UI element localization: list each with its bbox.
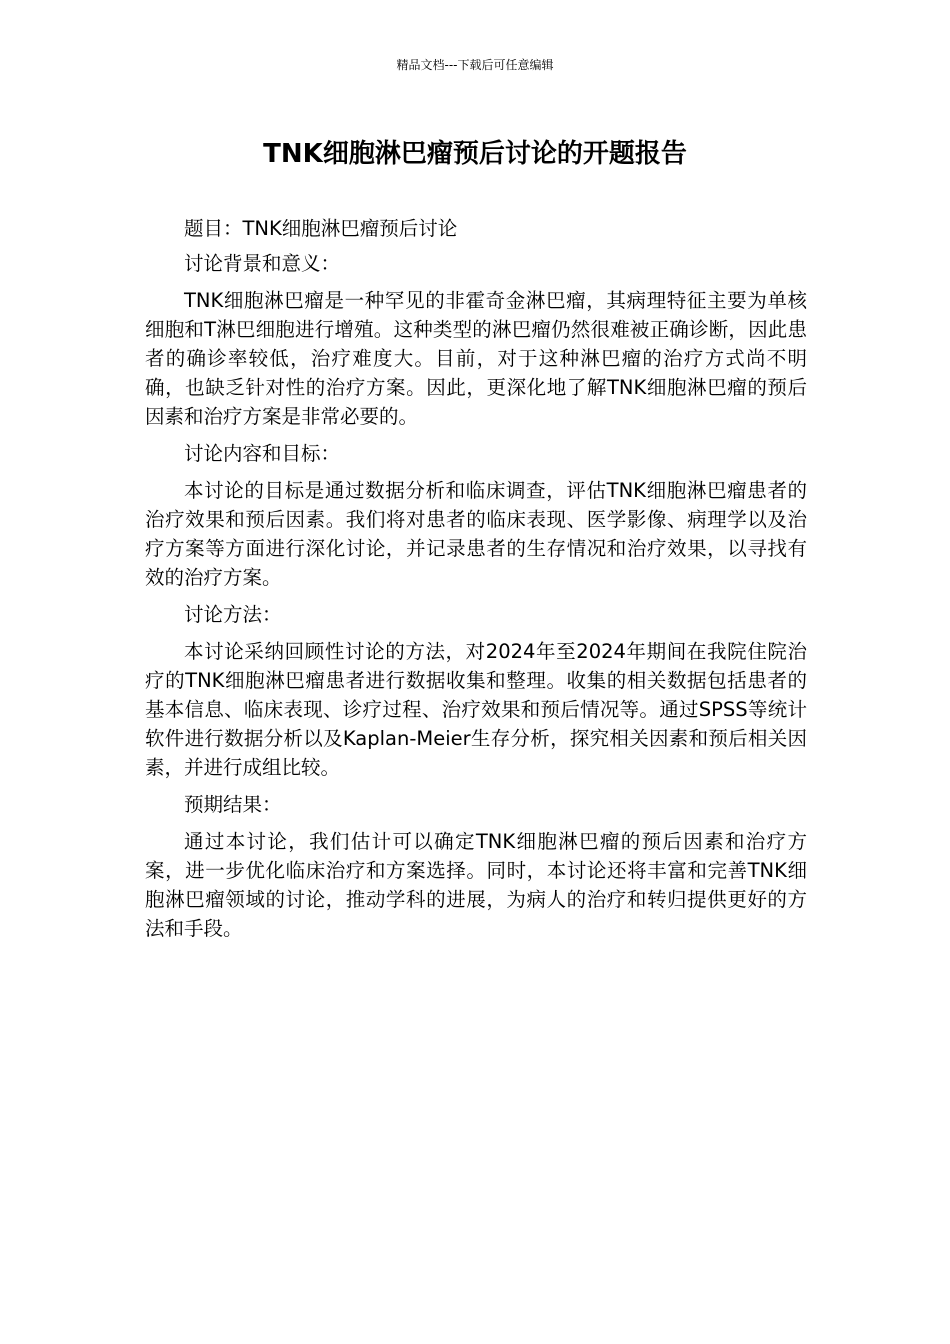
section-heading-background: 讨论背景和意义： [184,252,341,275]
topic-line: 题目：TNK细胞淋巴瘤预后讨论 [184,217,458,240]
section-heading-method: 讨论方法： [184,603,282,626]
header-note: 精品文档---下载后可任意编辑 [396,58,554,72]
section-text-expected: 通过本讨论，我们估计可以确定TNK细胞淋巴瘤的预后因素和治疗方案，进一步优化临床治疗和方案选择。同时，本讨论还将丰富和完善TNK细胞淋巴瘤领域的讨论，推动学科的进展，为病人的治疗和转归提供更好的方法和手段。 [145,830,807,940]
section-text-method: 本讨论采纳回顾性讨论的方法，对2024年至2024年期间在我院住院治疗的TNK细胞淋巴瘤患者进行数据收集和整理。收集的相关数据包括患者的基本信息、临床表现、诊疗过程、治疗效果和预后情况等。通过SPSS等统计软件进行数据分析以及Kaplan-Meier生存分析，探究相关因素和预后相关因素，并进行成组比较。 [145,640,807,779]
document-body [145,214,807,951]
section-heading-content-goals: 讨论内容和目标： [184,442,341,465]
section-heading-expected: 预期结果： [184,793,282,816]
section-text-content-goals: 本讨论的目标是通过数据分析和临床调查，评估TNK细胞淋巴瘤患者的治疗效果和预后因素。我们将对患者的临床表现、医学影像、病理学以及治疗方案等方面进行深化讨论，并记录患者的生存情况和治疗效果，以寻找有效的治疗方案。 [145,479,807,589]
section-text-background: TNK细胞淋巴瘤是一种罕见的非霍奇金淋巴瘤，其病理特征主要为单核细胞和T淋巴细胞进行增殖。这种类型的淋巴瘤仍然很难被正确诊断，因此患者的确诊率较低，治疗难度大。目前，对于这种淋巴瘤的治疗方式尚不明确，也缺乏针对性的治疗方案。因此，更深化地了解TNK细胞淋巴瘤的预后因素和治疗方案是非常必要的。 [145,289,807,428]
document-title: TNK细胞淋巴瘤预后讨论的开题报告 [263,139,687,169]
